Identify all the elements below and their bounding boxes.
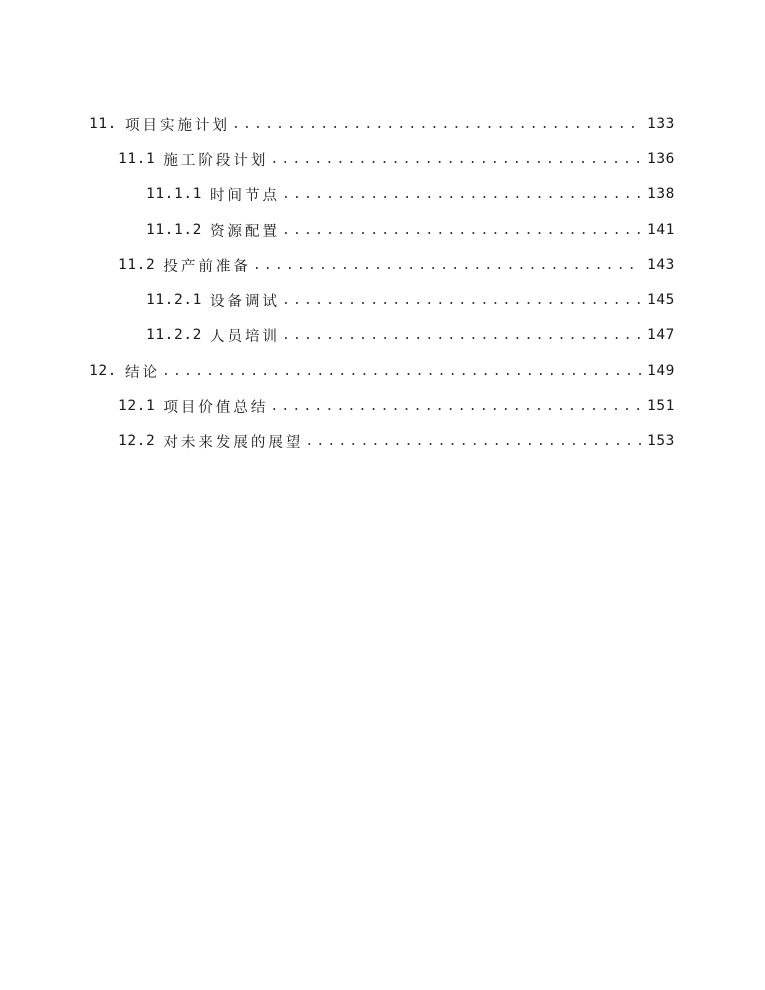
toc-dot-leader: [282, 293, 641, 308]
toc-entry-page: 143: [647, 257, 675, 273]
toc-entry-title: 施工阶段计划: [163, 152, 269, 169]
toc-dot-leader: [305, 434, 641, 449]
toc-dot-leader: [253, 258, 641, 273]
toc-entry[interactable]: [89, 114, 675, 134]
toc-entry-number: 11.1.2: [146, 222, 202, 238]
toc-entry-number: 12.: [89, 363, 117, 379]
toc-entry-number: 11.2.1: [146, 292, 202, 308]
toc-dot-leader: [282, 328, 641, 343]
toc-entry-title: 项目价值总结: [163, 399, 269, 416]
toc-entry-number: 11.: [89, 116, 117, 132]
toc-dot-leader: [270, 152, 641, 167]
toc-entry-title: 资源配置: [209, 223, 280, 240]
toc-entry[interactable]: [118, 396, 675, 416]
toc-entry-number: 11.1: [118, 151, 156, 167]
toc-entry-page: 133: [647, 116, 675, 132]
toc-entry-title: 对未来发展的展望: [163, 434, 304, 451]
toc-entry-page: 149: [647, 363, 675, 379]
toc-entry-page: 141: [647, 222, 675, 238]
toc-entry-title: 人员培训: [209, 328, 280, 345]
toc-entry-page: 151: [647, 398, 675, 414]
toc-entry[interactable]: [118, 149, 675, 169]
toc-dot-leader: [270, 399, 641, 414]
toc-entry[interactable]: [146, 184, 675, 204]
toc-entry[interactable]: [89, 361, 675, 381]
toc-entry-title: 设备调试: [209, 293, 280, 310]
toc-entry-page: 145: [647, 292, 675, 308]
toc-entry-title: 项目实施计划: [125, 117, 230, 134]
toc-entry-page: 138: [647, 186, 675, 202]
toc-entry-number: 12.1: [118, 398, 156, 414]
toc-entry-page: 147: [647, 327, 675, 343]
toc-entry[interactable]: [118, 255, 675, 275]
toc-entry[interactable]: [118, 431, 675, 451]
toc-entry[interactable]: [146, 220, 675, 240]
toc-entry-number: 11.2.2: [146, 327, 202, 343]
toc-entry-title: 结论: [125, 364, 160, 381]
toc-entry-title: 投产前准备: [163, 258, 251, 275]
toc-entry-page: 136: [647, 151, 675, 167]
toc-entry-number: 11.2: [118, 257, 156, 273]
toc-entry[interactable]: [146, 325, 675, 345]
toc-dot-leader: [232, 117, 641, 132]
toc-entry-number: 12.2: [118, 433, 156, 449]
toc-dot-leader: [282, 223, 641, 238]
toc-dot-leader: [162, 364, 641, 379]
toc-entry[interactable]: [146, 290, 675, 310]
toc-entry-title: 时间节点: [209, 187, 280, 204]
toc-dot-leader: [282, 187, 641, 202]
toc-entry-page: 153: [647, 433, 675, 449]
toc-entry-number: 11.1.1: [146, 186, 202, 202]
